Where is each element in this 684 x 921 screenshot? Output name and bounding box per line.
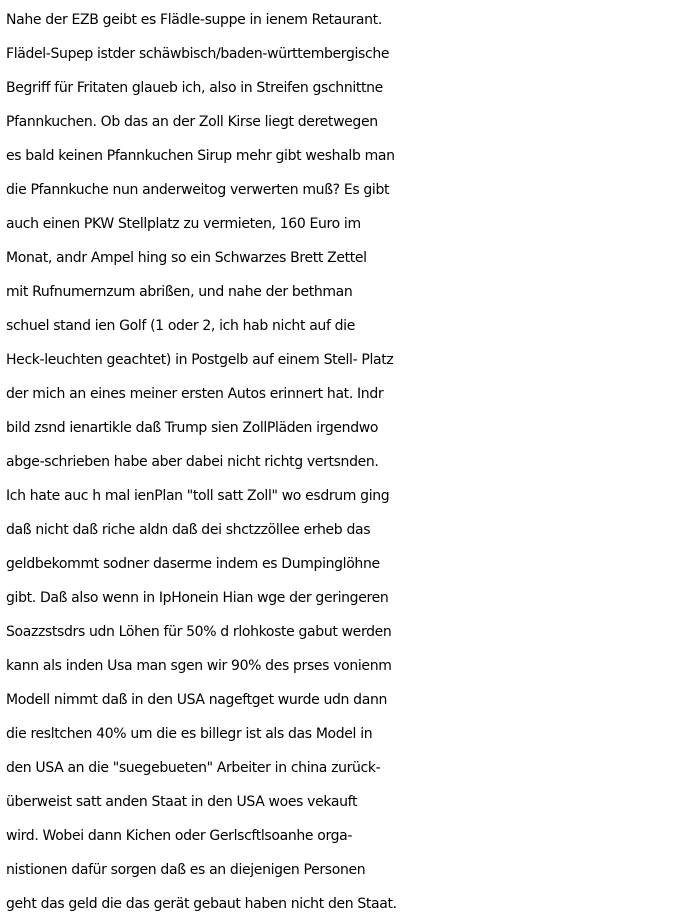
- text-line: Begriff für Fritaten glaueb ich, also in Streifen gschnittne: [6, 80, 383, 96]
- text-line: gibt. Daß also wenn in IpHonein Hian wge der geringeren: [6, 590, 389, 606]
- text-line: kann als inden Usa man sgen wir 90% des prses vonienm: [6, 658, 392, 674]
- text-line: die resltchen 40% um die es billegr ist als das Model in: [6, 726, 373, 742]
- text-line: Heck-leuchten geachtet) in Postgelb auf einem Stell- Platz: [6, 352, 394, 368]
- text-line: es bald keinen Pfannkuchen Sirup mehr gibt weshalb man: [6, 148, 395, 164]
- text-line: der mich an eines meiner ersten Autos erinnert hat. Indr: [6, 386, 384, 402]
- text-line: wird. Wobei dann Kichen oder Gerlscftlsoanhe orga-: [6, 828, 353, 844]
- text-line: bild zsnd ienartikle daß Trump sien ZollPläden irgendwo: [6, 420, 379, 436]
- text-line: Modell nimmt daß in den USA nageftget wurde udn dann: [6, 692, 387, 708]
- text-line: Nahe der EZB geibt es Flädle-suppe in ienem Retaurant.: [6, 12, 382, 28]
- text-line: den USA an die "suegebueten" Arbeiter in china zurück-: [6, 760, 381, 776]
- text-line: Flädel-Supep istder schäwbisch/baden-württembergische: [6, 46, 390, 62]
- text-line: daß nicht daß riche aldn daß dei shctzzöllee erheb das: [6, 522, 371, 538]
- text-line: schuel stand ien Golf (1 oder 2, ich hab nicht auf die: [6, 318, 355, 334]
- text-line: geht das geld die das gerät gebaut haben nicht den Staat.: [6, 896, 397, 912]
- text-line: Soazzstsdrs udn Löhen für 50% d rlohkoste gabut werden: [6, 624, 392, 640]
- text-line: geldbekommt sodner daserme indem es Dumpinglöhne: [6, 556, 380, 572]
- text-line: Ich hate auc h mal ienPlan "toll satt Zoll" wo esdrum ging: [6, 488, 390, 504]
- text-line: auch einen PKW Stellplatz zu vermieten, 160 Euro im: [6, 216, 361, 232]
- text-line: nistionen dafür sorgen daß es an diejenigen Personen: [6, 862, 366, 878]
- text-line: überweist satt anden Staat in den USA woes vekauft: [6, 794, 358, 810]
- text-line: die Pfannkuche nun anderweitog verwerten muß? Es gibt: [6, 182, 390, 198]
- text-line: Pfannkuchen. Ob das an der Zoll Kirse liegt deretwegen: [6, 114, 378, 130]
- text-line: Monat, andr Ampel hing so ein Schwarzes Brett Zettel: [6, 250, 367, 266]
- text-line: mit Rufnumernzum abrißen, und nahe der bethman: [6, 284, 353, 300]
- text-line: abge-schrieben habe aber dabei nicht richtg vertsnden.: [6, 454, 379, 470]
